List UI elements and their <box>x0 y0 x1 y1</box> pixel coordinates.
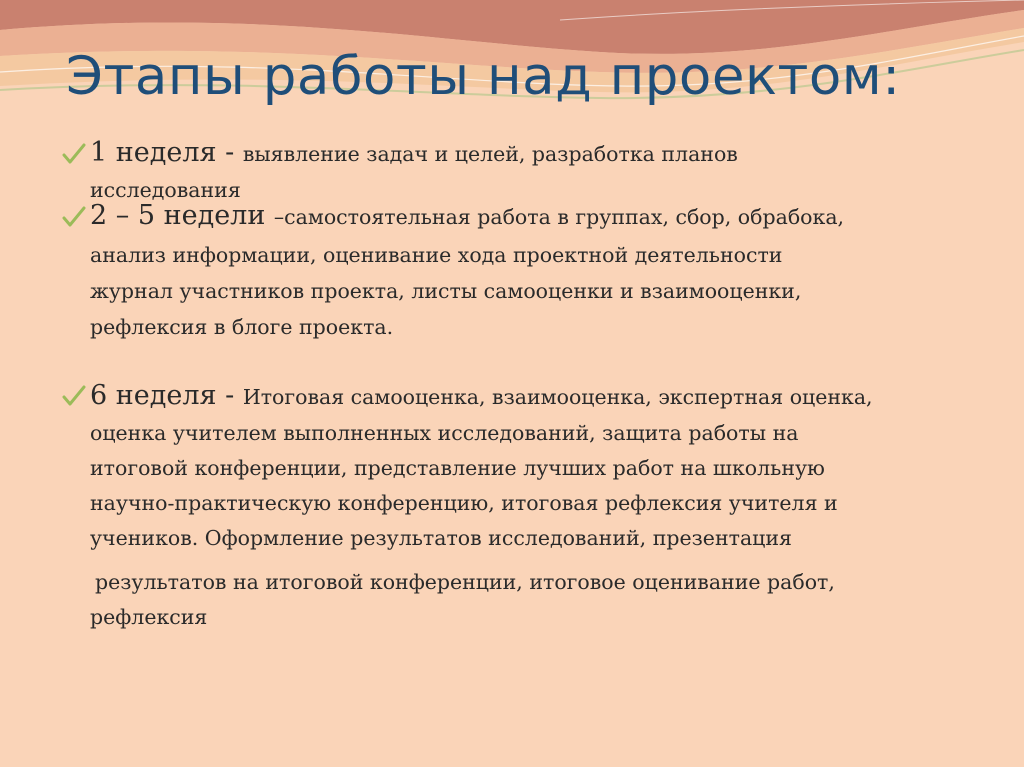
checkmark-icon <box>62 205 86 229</box>
stage-continuation-line: рефлексия <box>90 605 208 629</box>
stage-text-line: анализ информации, оценивание хода проектной деятельности <box>90 243 783 267</box>
stage-text-line: выявление задач и целей, разработка планов <box>242 142 738 166</box>
stage-text-line: журнал участников проекта, листы самооценки и взаимооценки, <box>90 279 802 303</box>
stage-text-line: итоговой конференции, представление лучших работ на школьную <box>90 456 825 480</box>
stage-heading: 1 неделя - <box>90 137 243 168</box>
stage-heading: 6 неделя - <box>90 380 243 411</box>
stage-text-line: учеников. Оформление результатов исследований, презентация <box>90 526 792 550</box>
slide-title: Этапы работы над проектом: <box>66 46 901 107</box>
stage-text-line: исследования <box>90 178 241 202</box>
stage-text-line: рефлексия в блоге проекта. <box>90 315 394 339</box>
stage-text-line: Итоговая самооценка, взаимооценка, экспертная оценка, <box>242 385 873 409</box>
checkmark-icon <box>62 384 86 408</box>
stage-text-line: научно-практическую конференцию, итоговая рефлексия учителя и <box>90 491 838 515</box>
checkmark-icon <box>62 142 86 166</box>
stage-continuation-line: результатов на итоговой конференции, итоговое оценивание работ, <box>95 570 835 594</box>
stage-heading: 2 – 5 недели <box>90 200 274 231</box>
stage-text-line: оценка учителем выполненных исследований, защита работы на <box>90 421 799 445</box>
stage-text-line: –самостоятельная работа в группах, сбор, обрабока, <box>273 205 845 229</box>
